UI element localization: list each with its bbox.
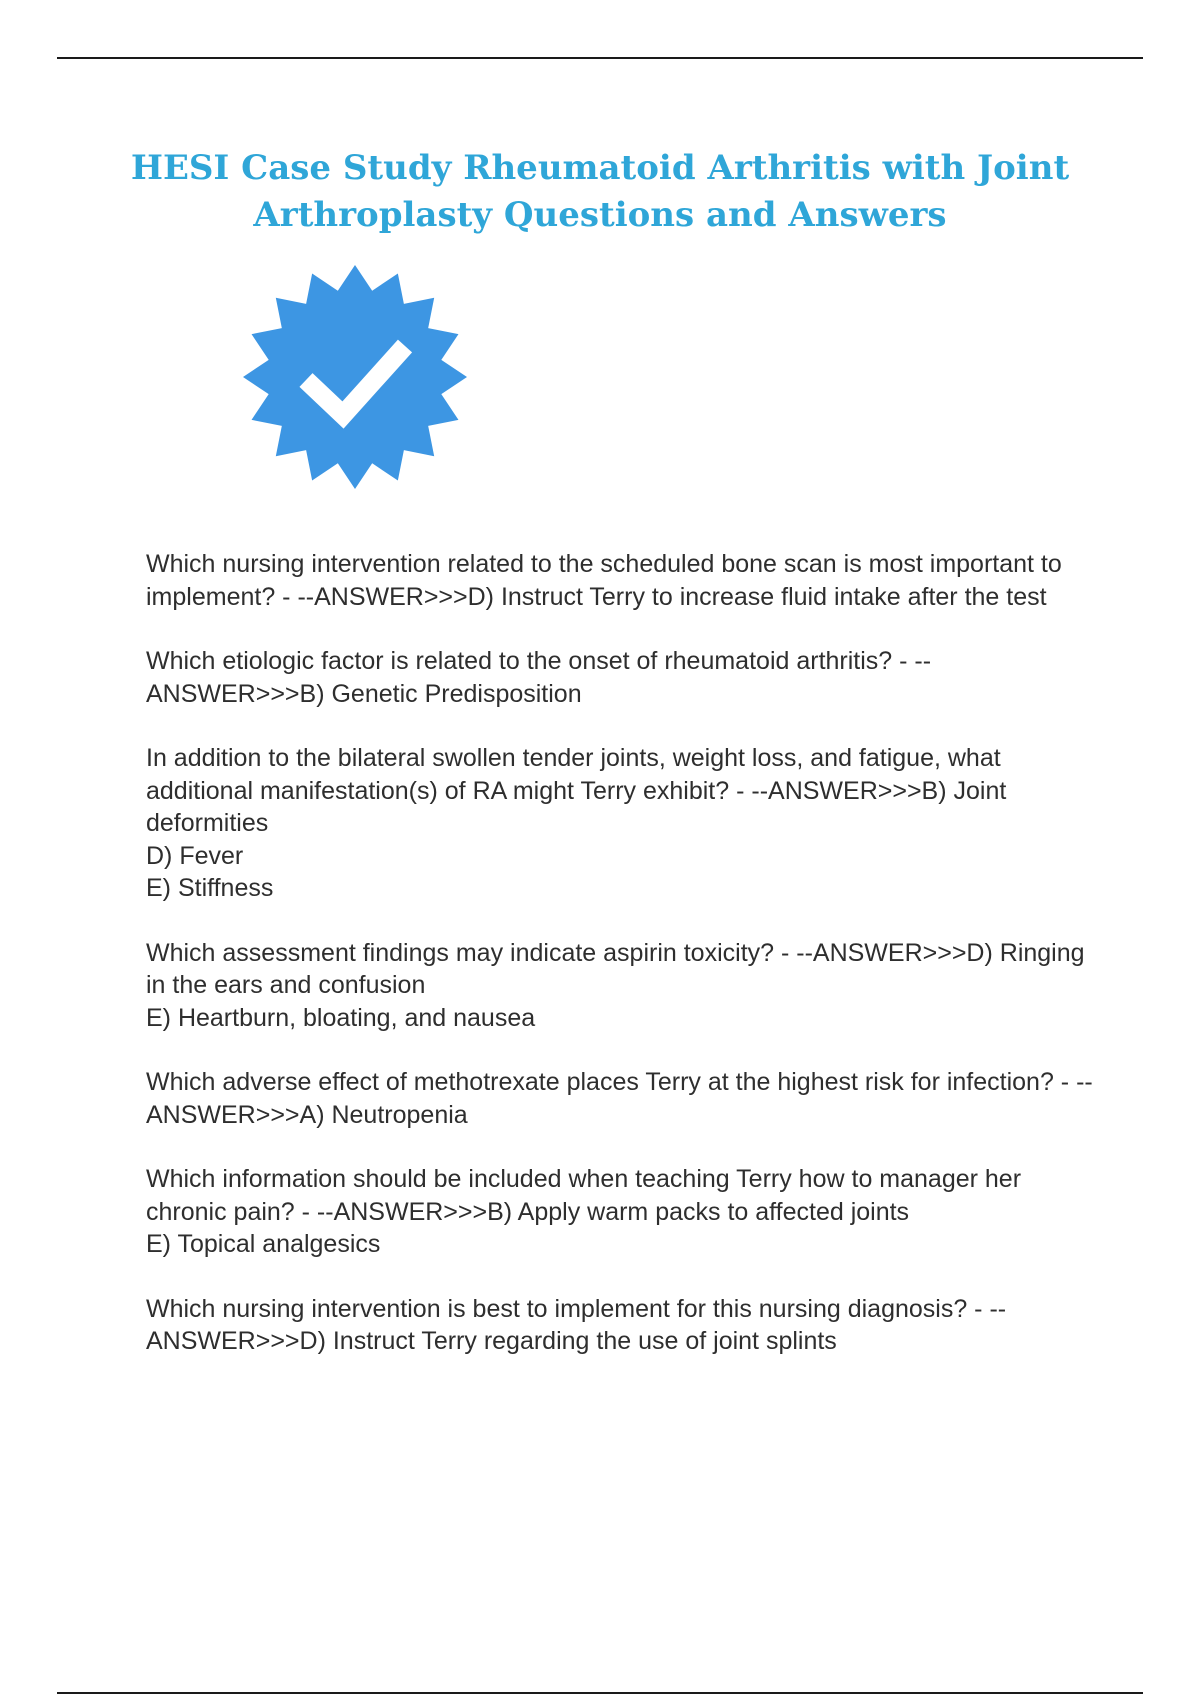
document-title: HESI Case Study Rheumatoid Arthritis with Joint Arthroplasty Questions and Answers: [130, 148, 1070, 235]
qa-question-answer: Which assessment findings may indicate aspirin toxicity? - --ANSWER>>>D) Ringing in the ears and confusion: [146, 938, 1085, 999]
qa-question-answer: Which adverse effect of methotrexate places Terry at the highest risk for infection? - --ANSWER>>>A) Neutropenia: [146, 1068, 1093, 1129]
qa-question-answer: Which nursing intervention is best to implement for this nursing diagnosis? - --ANSWER>>>D) Instruct Terry regarding the use of joint splints: [146, 1294, 1007, 1355]
qa-list: [146, 548, 1106, 1390]
qa-question-answer: Which information should be included when teaching Terry how to manager her chronic pain? - --ANSWER>>>B) Apply warm packs to affected joints: [146, 1165, 1022, 1226]
qa-extra-answer: D) Fever: [146, 841, 244, 870]
qa-item: [146, 742, 1106, 905]
qa-item: [146, 1066, 1106, 1131]
badge-star-shape: [243, 265, 467, 489]
qa-extra-answer: E) Topical analgesics: [146, 1230, 381, 1258]
qa-item: [146, 1163, 1106, 1261]
qa-item: [146, 937, 1106, 1035]
qa-question-answer: In addition to the bilateral swollen tender joints, weight loss, and fatigue, what additional manifestation(s) of RA might Terry exhibit? - --ANSWER>>>B) Joint deformities: [146, 744, 1007, 837]
verified-check-badge-icon: [240, 262, 470, 492]
qa-extra-answer: E) Heartburn, bloating, and nausea: [146, 1003, 536, 1032]
bottom-rule: [57, 1692, 1143, 1694]
qa-item: [146, 645, 1106, 710]
qa-item: [146, 1293, 1106, 1358]
qa-question-answer: Which nursing intervention related to the scheduled bone scan is most important to implement? - --ANSWER>>>D) Instruct Terry to increase fluid intake after the test: [146, 550, 1062, 611]
top-rule: [57, 57, 1143, 59]
qa-question-answer: Which etiologic factor is related to the onset of rheumatoid arthritis? - --ANSWER>>>B) Genetic Predisposition: [146, 647, 932, 708]
qa-item: [146, 548, 1106, 613]
qa-extra-answer: E) Stiffness: [146, 874, 274, 902]
